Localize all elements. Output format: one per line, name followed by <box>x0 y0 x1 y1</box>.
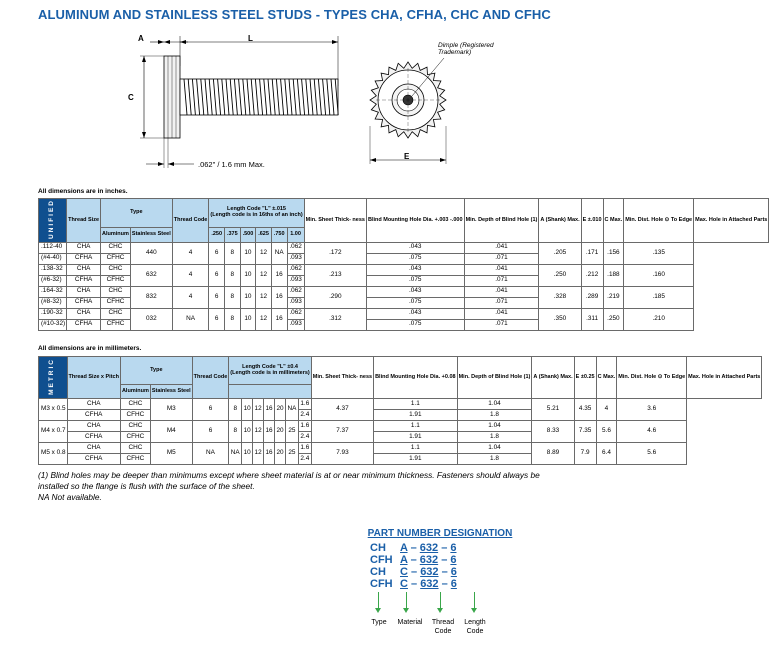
max-hole: .210 <box>624 308 694 330</box>
dim-e: 5.21 <box>532 399 574 421</box>
alum-type: CFHA <box>67 432 120 443</box>
pn-thread: 632 <box>420 566 439 578</box>
dim-e: .205 <box>539 242 581 264</box>
alum-type: CFHA <box>67 297 101 308</box>
metric-h-c: C Max. <box>596 357 617 399</box>
sheet-thickness: .093 <box>287 253 304 264</box>
inches-h-len-4: .750 <box>271 228 287 243</box>
alum-type: CFHA <box>67 454 120 465</box>
blind-hole-depth: 1.1 <box>374 443 458 454</box>
shank-a: .071 <box>464 319 539 330</box>
sheet-thickness: 1.6 <box>298 399 311 410</box>
ss-type: CHC <box>120 399 150 410</box>
shank-a: .041 <box>464 242 539 253</box>
thread-size-alt: (#6-32) <box>39 275 67 286</box>
sheet-thickness: .093 <box>287 297 304 308</box>
max-hole: .185 <box>624 286 694 308</box>
thread-code: 440 <box>130 242 172 264</box>
thread-size-alt: (#4-40) <box>39 253 67 264</box>
length-value: NA <box>229 443 242 465</box>
inches-h-len-5: 1.00 <box>287 228 304 243</box>
inches-h-sheet: Min. Sheet Thick- ness <box>304 199 366 243</box>
pn-dash: – <box>407 578 421 590</box>
pn-type: CFH <box>370 578 393 590</box>
alum-type: CFHA <box>67 319 101 330</box>
inches-h-c: C Max. <box>603 199 624 243</box>
metric-h-dist: Min. Dist. Hole ⊙ To Edge <box>617 357 687 399</box>
inches-h-length-2: (Length code is in 16ths of an inch) <box>210 212 303 219</box>
length-value: 20 <box>275 443 286 465</box>
blind-hole-depth: .043 <box>366 242 464 253</box>
shank-a: .041 <box>464 308 539 319</box>
inches-h-len-3: .625 <box>256 228 272 243</box>
length-value: 25 <box>285 443 298 465</box>
min-dist: .250 <box>603 308 624 330</box>
ss-type: CHC <box>101 242 131 253</box>
shank-a: .041 <box>464 264 539 275</box>
thread-size-alt: (#10-32) <box>39 319 67 330</box>
caption-thread-code: Thread Code <box>431 619 455 635</box>
pn-type: CH <box>370 542 386 554</box>
thread-size: .112-40 <box>39 242 67 253</box>
pn-material: A <box>400 554 408 566</box>
dim-e: .328 <box>539 286 581 308</box>
sheet-thickness: .062 <box>287 286 304 297</box>
blind-hole-depth: 1.1 <box>374 421 458 432</box>
pn-type: CH <box>370 566 386 578</box>
inches-h-ss: Stainless Steel <box>130 228 172 243</box>
blind-hole-depth: 1.91 <box>374 410 458 421</box>
table-row <box>39 421 762 432</box>
ss-type: CFHC <box>101 275 131 286</box>
blind-hole-depth: .043 <box>366 286 464 297</box>
ss-type: CFHC <box>120 410 150 421</box>
max-hole: 5.6 <box>617 443 687 465</box>
alum-type: CHA <box>67 443 120 454</box>
length-value: 12 <box>253 399 264 421</box>
metric-units-note: All dimensions are in millimeters. <box>38 345 142 352</box>
length-value: 6 <box>192 421 229 443</box>
length-value: 10 <box>240 308 256 330</box>
ss-type: CHC <box>101 264 131 275</box>
dim-c: .311 <box>581 308 603 330</box>
ss-type: CHC <box>101 308 131 319</box>
min-dist: .156 <box>603 242 624 264</box>
length-value: 6 <box>209 286 225 308</box>
pn-dash: – <box>407 554 420 566</box>
inches-h-alum: Aluminum <box>101 228 131 243</box>
length-value: 8 <box>225 286 241 308</box>
length-value: 8 <box>225 308 241 330</box>
ss-type: CFHC <box>101 319 131 330</box>
min-dist: 4 <box>596 399 617 421</box>
dimple-note: Dimple (Registered Trademark) <box>438 42 494 56</box>
blind-hole-depth: .075 <box>366 319 464 330</box>
table-row <box>39 286 769 297</box>
dim-e: .350 <box>539 308 581 330</box>
footnote-2: NA Not available. <box>38 492 102 502</box>
inches-h-blind: Blind Mounting Hole Dia. +.003 -.000 <box>366 199 464 243</box>
ss-type: CFHC <box>101 297 131 308</box>
footnote-1: (1) Blind holes may be deeper than minimums except where sheet material is at or near minimum thickness. Fasteners should always be installed so the flange is flush with the surface of the sheet. <box>38 470 540 491</box>
inches-h-dist: Min. Dist. Hole ⊙ To Edge <box>624 199 694 243</box>
metric-side-label: METRIC <box>48 357 56 395</box>
pn-dash: – <box>438 578 451 590</box>
length-value: 12 <box>256 242 272 264</box>
length-value: 8 <box>225 242 241 264</box>
sheet-thickness: .062 <box>287 264 304 275</box>
dim-062-label: .062" / 1.6 mm Max. <box>198 160 265 169</box>
blind-hole-depth: 1.1 <box>374 399 458 410</box>
footnote <box>38 470 558 503</box>
inches-h-length <box>209 199 304 228</box>
shank-a: 1.04 <box>457 421 532 432</box>
inches-h-len-1: .375 <box>225 228 241 243</box>
length-value: 10 <box>240 286 256 308</box>
pn-thread: 632 <box>419 554 439 566</box>
dim-e: .250 <box>539 264 581 286</box>
pn-dash: – <box>407 542 420 554</box>
caption-material: Material <box>397 619 423 626</box>
metric-h-e: E ±0.25 <box>574 357 596 399</box>
max-hole: 4.6 <box>617 421 687 443</box>
part-number-line <box>370 566 457 578</box>
inches-h-hole: Max. Hole in Attached Parts <box>694 199 769 243</box>
metric-h-ss: Stainless Steel <box>150 385 192 399</box>
min-dist: .219 <box>603 286 624 308</box>
length-value: 6 <box>209 308 225 330</box>
thread-code: 632 <box>130 264 172 286</box>
length-value: 16 <box>271 308 287 330</box>
dim-l-label: L <box>248 34 253 43</box>
thread-code: M5 <box>150 443 192 465</box>
metric-h-code: Thread Code <box>192 357 229 399</box>
blind-hole-dia: .213 <box>304 264 366 286</box>
part-number-line <box>370 542 457 554</box>
length-value: 8 <box>225 264 241 286</box>
blind-hole-dia: .290 <box>304 286 366 308</box>
pn-dash: – <box>407 566 421 578</box>
part-number-title: PART NUMBER DESIGNATION <box>367 528 513 539</box>
thread-code: M3 <box>150 399 192 421</box>
inches-table <box>38 198 769 331</box>
sheet-thickness: 1.6 <box>298 421 311 432</box>
pn-length: 6 <box>450 554 457 566</box>
part-number-line <box>370 554 457 566</box>
dim-c: .171 <box>581 242 603 264</box>
shank-a: .071 <box>464 253 539 264</box>
length-value: 16 <box>271 286 287 308</box>
pn-material: A <box>400 542 408 554</box>
thread-size: M3 x 0.5 <box>39 399 68 421</box>
inches-h-a: A (Shank) Max. <box>539 199 581 243</box>
shank-a: .071 <box>464 297 539 308</box>
length-value: 16 <box>264 421 275 443</box>
dim-c: 4.35 <box>574 399 596 421</box>
sheet-thickness: 2.4 <box>298 410 311 421</box>
length-value: 16 <box>271 264 287 286</box>
pn-thread: 632 <box>420 578 439 590</box>
blind-hole-depth: 1.91 <box>374 454 458 465</box>
length-value: 25 <box>285 421 298 443</box>
sheet-thickness: 1.6 <box>298 443 311 454</box>
ss-type: CHC <box>120 443 150 454</box>
length-value: NA <box>285 399 298 421</box>
length-value: 12 <box>256 264 272 286</box>
length-value: 4 <box>172 264 209 286</box>
ss-type: CFHC <box>120 432 150 443</box>
length-value: 6 <box>192 399 229 421</box>
dim-a-label: A <box>138 34 144 43</box>
length-value: 20 <box>275 399 286 421</box>
inches-side-label: UNIFIED <box>48 199 56 239</box>
alum-type: CHA <box>67 286 101 297</box>
sheet-thickness: 2.4 <box>298 432 311 443</box>
thread-size: .190-32 <box>39 308 67 319</box>
max-hole: 3.6 <box>617 399 687 421</box>
metric-h-alum: Aluminum <box>120 385 150 399</box>
table-row <box>39 264 769 275</box>
thread-code: 832 <box>130 286 172 308</box>
length-value: 10 <box>242 443 253 465</box>
sheet-thickness: .062 <box>287 242 304 253</box>
ss-type: CHC <box>120 421 150 432</box>
max-hole: .160 <box>624 264 694 286</box>
page-title: ALUMINUM AND STAINLESS STEEL STUDS - TYPES CHA, CFHA, CHC AND CFHC <box>38 7 551 22</box>
ss-type: CFHC <box>120 454 150 465</box>
metric-h-hole: Max. Hole in Attached Parts <box>687 357 762 399</box>
sheet-thickness: .093 <box>287 319 304 330</box>
stud-drawing <box>120 26 520 176</box>
length-value: 20 <box>275 421 286 443</box>
length-value: 4 <box>172 286 209 308</box>
length-value: NA <box>172 308 209 330</box>
blind-hole-dia: .312 <box>304 308 366 330</box>
dim-e-label: E <box>404 152 410 161</box>
length-value: 10 <box>240 242 256 264</box>
pn-length: 6 <box>450 566 457 578</box>
inches-h-thread: Thread Size <box>67 199 101 243</box>
pn-length: 6 <box>450 542 457 554</box>
alum-type: CHA <box>67 264 101 275</box>
dim-c: 7.35 <box>574 421 596 443</box>
blind-hole-depth: .075 <box>366 253 464 264</box>
dim-c: .289 <box>581 286 603 308</box>
thread-size-alt: (#8-32) <box>39 297 67 308</box>
thread-size: M5 x 0.8 <box>39 443 68 465</box>
length-value: 12 <box>253 421 264 443</box>
length-value: NA <box>192 443 229 465</box>
metric-h-sheet: Min. Sheet Thick- ness <box>311 357 373 399</box>
alum-type: CFHA <box>67 410 120 421</box>
sheet-thickness: 2.4 <box>298 454 311 465</box>
min-dist: 6.4 <box>596 443 617 465</box>
blind-hole-dia: 7.37 <box>311 421 373 443</box>
dim-c: 7.9 <box>574 443 596 465</box>
inches-h-code: Thread Code <box>172 199 209 243</box>
length-value: 8 <box>229 399 242 421</box>
length-value: 10 <box>240 264 256 286</box>
ss-type: CFHC <box>101 253 131 264</box>
length-value: 10 <box>242 399 253 421</box>
metric-h-depth: Min. Depth of Blind Hole (1) <box>457 357 532 399</box>
length-value: 12 <box>256 308 272 330</box>
pn-dash: – <box>438 554 451 566</box>
thread-code: M4 <box>150 421 192 443</box>
length-value: 10 <box>242 421 253 443</box>
alum-type: CHA <box>67 308 101 319</box>
length-value: 8 <box>229 421 242 443</box>
pn-type: CFH <box>370 554 393 566</box>
pn-material: C <box>400 566 408 578</box>
shank-a: 1.8 <box>457 432 532 443</box>
inches-h-e: E ±.010 <box>581 199 603 243</box>
blind-hole-dia: 7.93 <box>311 443 373 465</box>
pn-length: 6 <box>450 578 457 590</box>
alum-type: CHA <box>67 399 120 410</box>
dim-c-label: C <box>128 93 134 102</box>
table-row <box>39 242 769 253</box>
alum-type: CFHA <box>67 275 101 286</box>
table-row <box>39 443 762 454</box>
inches-h-len-2: .500 <box>240 228 256 243</box>
length-value: 16 <box>264 443 275 465</box>
pn-dash: – <box>438 542 451 554</box>
dim-e: 8.89 <box>532 443 574 465</box>
inches-h-type: Type <box>101 199 173 228</box>
min-dist: 5.6 <box>596 421 617 443</box>
table-row <box>39 399 762 410</box>
length-value: 4 <box>172 242 209 264</box>
alum-type: CFHA <box>67 253 101 264</box>
blind-hole-depth: .075 <box>366 275 464 286</box>
shank-a: .041 <box>464 286 539 297</box>
sheet-thickness: .093 <box>287 275 304 286</box>
blind-hole-depth: .075 <box>366 297 464 308</box>
inches-h-len-0: .250 <box>209 228 225 243</box>
length-value: 12 <box>253 443 264 465</box>
alum-type: CHA <box>67 421 120 432</box>
blind-hole-depth: 1.91 <box>374 432 458 443</box>
inches-h-depth: Min. Depth of Blind Hole (1) <box>464 199 539 243</box>
length-value: 16 <box>264 399 275 421</box>
blind-hole-depth: .043 <box>366 308 464 319</box>
metric-h-length-1: Length Code "L" ±0.4 <box>242 363 298 370</box>
length-value: 6 <box>209 242 225 264</box>
metric-h-thread: Thread Size x Pitch <box>67 357 120 399</box>
pn-thread: 632 <box>419 542 439 554</box>
inches-h-length-1: Length Code "L" ±.015 <box>227 206 286 213</box>
thread-size: .138-32 <box>39 264 67 275</box>
metric-h-blind: Blind Mounting Hole Dia. +0.08 <box>374 357 458 399</box>
shank-a: 1.04 <box>457 399 532 410</box>
length-value: 12 <box>256 286 272 308</box>
ss-type: CHC <box>101 286 131 297</box>
table-row <box>39 308 769 319</box>
thread-code: 032 <box>130 308 172 330</box>
blind-hole-depth: .043 <box>366 264 464 275</box>
length-value: 6 <box>209 264 225 286</box>
shank-a: 1.04 <box>457 443 532 454</box>
pn-dash: – <box>438 566 451 578</box>
inches-units-note: All dimensions are in inches. <box>38 188 128 195</box>
pn-material: C <box>400 578 408 590</box>
dim-e: 8.33 <box>532 421 574 443</box>
metric-h-length <box>229 357 311 385</box>
caption-type: Type <box>371 619 387 626</box>
part-number-line <box>370 578 457 590</box>
caption-length-code: Length Code <box>464 619 486 635</box>
part-number-designation <box>340 528 540 638</box>
length-value: NA <box>271 242 287 264</box>
min-dist: .188 <box>603 264 624 286</box>
shank-a: .071 <box>464 275 539 286</box>
metric-table <box>38 356 762 465</box>
blind-hole-dia: .172 <box>304 242 366 264</box>
blind-hole-dia: 4.37 <box>311 399 373 421</box>
metric-h-type: Type <box>120 357 192 385</box>
sheet-thickness: .062 <box>287 308 304 319</box>
metric-h-a: A (Shank) Max. <box>532 357 574 399</box>
dim-c: .212 <box>581 264 603 286</box>
shank-a: 1.8 <box>457 410 532 421</box>
metric-h-length-2: (Length code is in millimeters) <box>230 369 310 376</box>
alum-type: CHA <box>67 242 101 253</box>
shank-a: 1.8 <box>457 454 532 465</box>
thread-size: .164-32 <box>39 286 67 297</box>
max-hole: .135 <box>624 242 694 264</box>
thread-size: M4 x 0.7 <box>39 421 68 443</box>
